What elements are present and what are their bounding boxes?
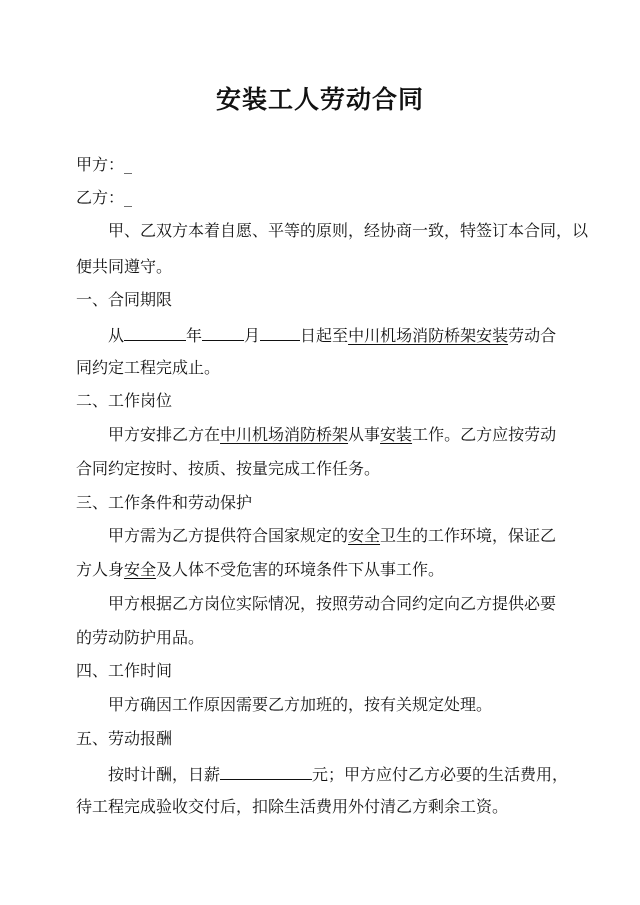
document-title: 安装工人劳动合同 — [215, 85, 424, 114]
section-3-paragraph-1-line-1 — [108, 525, 556, 547]
day-from-label: 日起至 — [300, 326, 349, 345]
safety-term: 安全 — [348, 526, 381, 545]
section-1-paragraph-line-2: 同约定工程完成止。 — [76, 358, 221, 377]
day-blank[interactable] — [260, 323, 300, 341]
text-segment: 卫生的工作环境，保证乙 — [380, 526, 557, 545]
safety-term: 安全 — [124, 560, 157, 579]
party-b-line: 乙方：_ — [76, 188, 133, 207]
month-blank[interactable] — [202, 323, 244, 341]
year-label: 年 — [186, 326, 203, 345]
text-segment: 甲方需为乙方提供符合国家规定的 — [108, 526, 349, 545]
month-label: 月 — [244, 326, 261, 345]
labor-contract-text: 劳动合 — [508, 326, 557, 345]
section-4-heading: 四、工作时间 — [76, 661, 173, 680]
section-5-paragraph-line-1 — [108, 762, 568, 786]
text-segment: 及人体不受危害的环境条件下从事工作。 — [156, 560, 445, 579]
text-segment: 方人身 — [76, 560, 125, 579]
job-type: 安装 — [380, 425, 413, 444]
section-2-paragraph-line-2: 合同约定按时、按质、按量完成工作任务。 — [76, 459, 381, 478]
text-segment: 工作。乙方应按劳动 — [412, 425, 557, 444]
text-segment: 甲方安排乙方在 — [108, 425, 221, 444]
project-name: 中川机场消防桥架安装 — [348, 326, 509, 345]
section-5-paragraph-line-2: 待工程完成验收交付后，扣除生活费用外付清乙方剩余工资。 — [76, 797, 509, 816]
section-2-heading: 二、工作岗位 — [76, 391, 173, 410]
work-place: 中川机场消防桥架 — [220, 425, 349, 444]
section-3-paragraph-2-line-2: 的劳动防护用品。 — [76, 628, 205, 647]
daily-wage-blank[interactable] — [220, 762, 312, 780]
section-1-paragraph-line-1 — [108, 323, 556, 347]
text-segment: 元；甲方应付乙方必要的生活费用， — [312, 765, 569, 784]
section-2-paragraph-line-1 — [108, 424, 556, 446]
from-label: 从 — [108, 326, 125, 345]
preamble-line-1: 甲、乙双方本着自愿、平等的原则，经协商一致，特签订本合同，以 — [108, 221, 589, 240]
year-blank[interactable] — [124, 323, 186, 341]
section-3-heading: 三、工作条件和劳动保护 — [76, 493, 253, 512]
text-segment: 从事 — [348, 425, 381, 444]
preamble-line-2: 便共同遵守。 — [76, 257, 173, 276]
section-5-heading: 五、劳动报酬 — [76, 729, 173, 748]
text-segment: 按时计酬，日薪 — [108, 765, 221, 784]
section-4-paragraph: 甲方确因工作原因需要乙方加班的，按有关规定处理。 — [108, 695, 493, 714]
party-a-line: 甲方：_ — [76, 155, 133, 174]
section-1-heading: 一、合同期限 — [76, 290, 173, 309]
section-3-paragraph-1-line-2 — [76, 559, 444, 581]
section-3-paragraph-2-line-1: 甲方根据乙方岗位实际情况，按照劳动合同约定向乙方提供必要 — [108, 594, 557, 613]
